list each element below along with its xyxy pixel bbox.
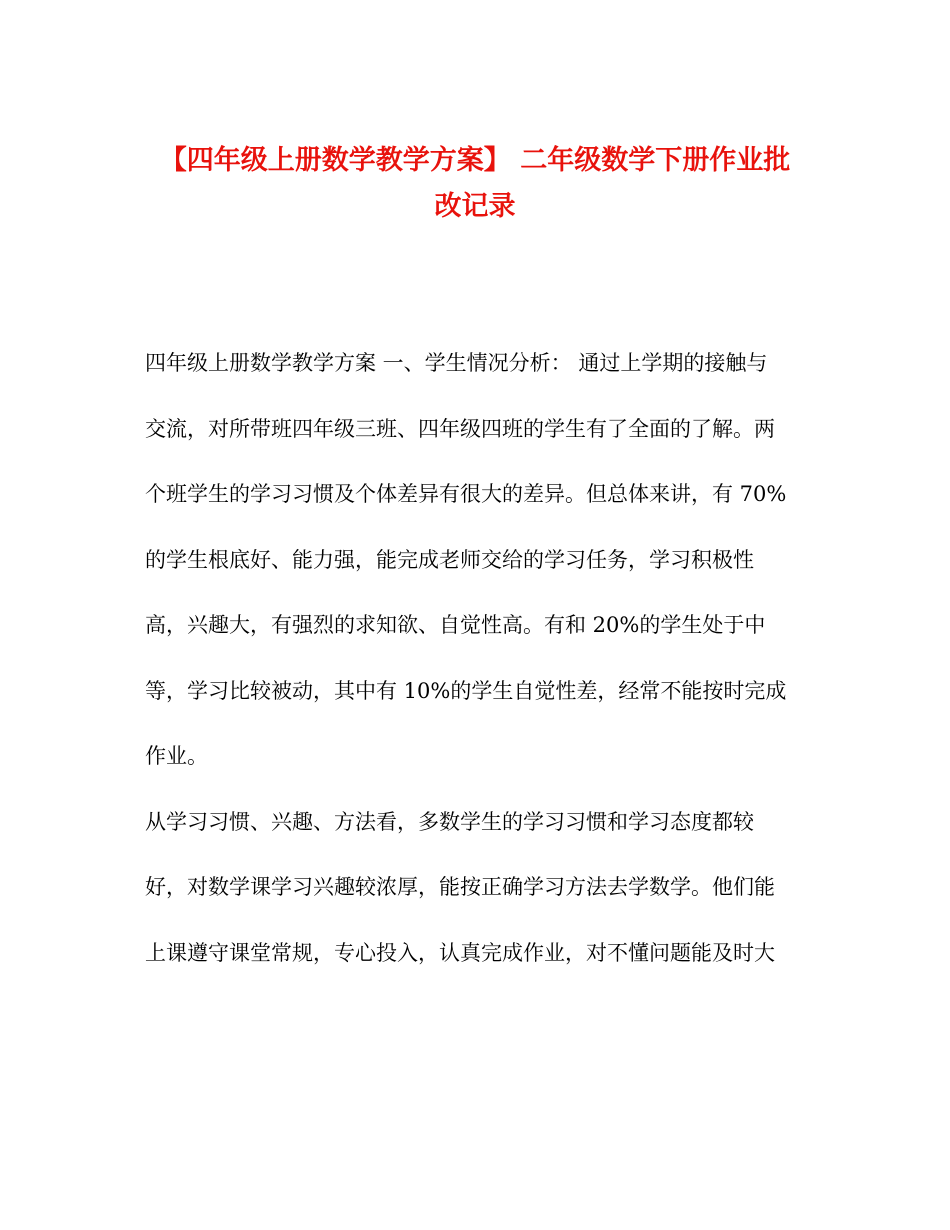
text-line: 好，对数学课学习兴趣较浓厚，能按正确学习方法去学数学。他们能 <box>145 875 775 899</box>
title-line: 改记录 <box>434 191 516 222</box>
paragraph <box>145 345 805 774</box>
paragraph <box>145 804 805 971</box>
text-line: 四年级上册数学教学方案 一、学生情况分析： 通过上学期的接触与 <box>145 351 768 375</box>
document-title <box>140 138 810 230</box>
text-line: 个班学生的学习习惯及个体差异有很大的差异。但总体来讲，有 70% <box>145 482 787 506</box>
text-line: 交流，对所带班四年级三班、四年级四班的学生有了全面的了解。两 <box>145 416 775 441</box>
text-line: 上课遵守课堂常规，专心投入，认真完成作业，对不懂问题能及时大 <box>145 940 775 965</box>
text-line: 作业。 <box>145 744 208 768</box>
text-line: 从学习习惯、兴趣、方法看，多数学生的学习习惯和学习态度都较 <box>145 809 754 834</box>
text-line: 的学生根底好、能力强，能完成老师交给的学习任务，学习积极性 <box>145 547 754 572</box>
title-line: 【四年级上册数学教学方案】 二年级数学下册作业批 <box>159 145 791 176</box>
document-body <box>145 345 805 1000</box>
text-line: 高，兴趣大，有强烈的求知欲、自觉性高。有和 20%的学生处于中 <box>145 613 766 637</box>
text-line: 等，学习比较被动，其中有 10%的学生自觉性差，经常不能按时完成 <box>145 678 787 703</box>
